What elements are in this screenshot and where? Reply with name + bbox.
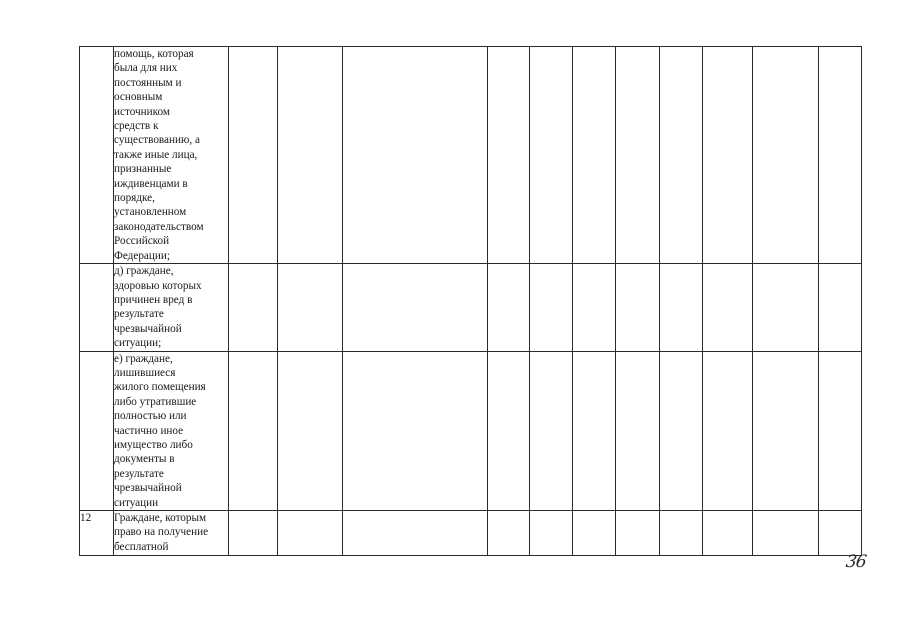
empty-cell	[616, 264, 660, 351]
description-line: иждивенцами в	[114, 177, 188, 190]
empty-cell	[278, 511, 343, 556]
table-row	[80, 351, 862, 510]
empty-cell	[660, 47, 703, 264]
empty-cell	[573, 511, 616, 556]
row-description-cell	[114, 264, 229, 351]
empty-cell	[278, 351, 343, 510]
description-line: результате	[114, 308, 164, 321]
empty-cell	[660, 264, 703, 351]
empty-cell	[573, 264, 616, 351]
empty-cell	[278, 264, 343, 351]
description-line: основным	[114, 91, 163, 104]
description-line: признанные	[114, 163, 172, 176]
empty-cell	[660, 511, 703, 556]
description-line: порядке,	[114, 192, 155, 205]
empty-cell	[343, 351, 488, 510]
description-line: д) граждане,	[114, 265, 174, 278]
empty-cell	[530, 264, 573, 351]
description-line: также иные лица,	[114, 148, 198, 161]
description-line: жилого помещения	[114, 381, 206, 394]
description-line: ситуации;	[114, 337, 162, 350]
row-description-cell	[114, 47, 229, 264]
empty-cell	[616, 351, 660, 510]
empty-cell	[819, 47, 862, 264]
description-line: здоровью которых	[114, 279, 202, 292]
empty-cell	[703, 511, 753, 556]
empty-cell	[660, 351, 703, 510]
description-line: документы в	[114, 453, 175, 466]
empty-cell	[753, 264, 819, 351]
description-line: источником	[114, 105, 170, 118]
description-line: лишившиеся	[114, 366, 176, 379]
description-line: либо утратившие	[114, 395, 197, 408]
empty-cell	[530, 47, 573, 264]
row-number-cell	[80, 47, 114, 264]
empty-cell	[229, 351, 278, 510]
empty-cell	[488, 511, 530, 556]
row-description-cell	[114, 351, 229, 510]
empty-cell	[573, 351, 616, 510]
description-line: средств к	[114, 120, 159, 133]
empty-cell	[488, 351, 530, 510]
empty-cell	[753, 47, 819, 264]
row-number-cell: 12	[80, 511, 114, 556]
description-line: установленном	[114, 206, 187, 219]
empty-cell	[229, 264, 278, 351]
empty-cell	[703, 47, 753, 264]
description-line: постоянным и	[114, 76, 182, 89]
description-line: чрезвычайной	[114, 322, 182, 335]
empty-cell	[278, 47, 343, 264]
description-line: Федерации;	[114, 249, 170, 262]
description-line: результате	[114, 467, 164, 480]
description-line: имущество либо	[114, 438, 193, 451]
description-line: ситуации	[114, 496, 159, 509]
empty-cell	[753, 351, 819, 510]
page-number: 36	[844, 552, 868, 572]
description-line: Российской	[114, 235, 170, 248]
description-line: существованию, а	[114, 134, 200, 147]
description-line: помощь, которая	[114, 48, 194, 60]
empty-cell	[753, 511, 819, 556]
benefits-table	[79, 46, 862, 556]
empty-cell	[343, 511, 488, 556]
table-row	[80, 47, 862, 264]
empty-cell	[703, 264, 753, 351]
description-line: частично иное	[114, 424, 184, 437]
empty-cell	[229, 47, 278, 264]
empty-cell	[819, 511, 862, 556]
empty-cell	[530, 351, 573, 510]
empty-cell	[616, 47, 660, 264]
description-line: полностью или	[114, 410, 187, 423]
empty-cell	[819, 264, 862, 351]
empty-cell	[488, 264, 530, 351]
description-line: причинен вред в	[114, 293, 193, 306]
row-description-cell	[114, 511, 229, 556]
table-row	[80, 511, 862, 556]
empty-cell	[343, 264, 488, 351]
description-line: законодательством	[114, 220, 204, 233]
empty-cell	[488, 47, 530, 264]
row-number-cell	[80, 351, 114, 510]
description-line: бесплатной	[114, 540, 169, 553]
description-line: чрезвычайной	[114, 482, 182, 495]
description-line: Граждане, которым	[114, 512, 207, 524]
empty-cell	[703, 351, 753, 510]
description-line: право на получение	[114, 526, 209, 539]
empty-cell	[229, 511, 278, 556]
table-body	[80, 47, 862, 556]
empty-cell	[616, 511, 660, 556]
empty-cell	[343, 47, 488, 264]
empty-cell	[819, 351, 862, 510]
table-row	[80, 264, 862, 351]
empty-cell	[573, 47, 616, 264]
description-line: е) граждане,	[114, 352, 173, 365]
row-number-cell	[80, 264, 114, 351]
empty-cell	[530, 511, 573, 556]
description-line: была для них	[114, 62, 178, 75]
